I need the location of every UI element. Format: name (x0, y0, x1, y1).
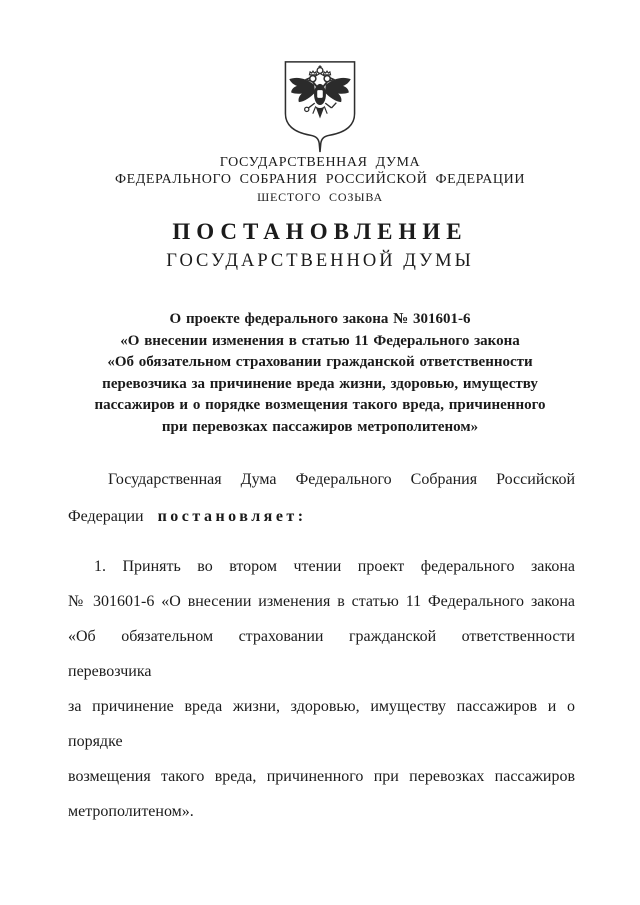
subject-line: «Об обязательном страховании гражданской ответственности (107, 354, 533, 370)
body-line: 1. Принять во втором чтении проект федерального закона (94, 558, 575, 575)
body-line: за причинение вреда жизни, здоровью, имуществу пассажиров и о порядке (68, 698, 575, 750)
body-line: № 301601-6 «О внесении изменения в статью 11 Федерального закона (68, 593, 575, 610)
doc-issuer-title: ГОСУДАРСТВЕННОЙ ДУМЫ (166, 251, 474, 271)
subject-line: пассажиров и о порядке возмещения такого вреда, причиненного (94, 397, 546, 413)
body-line: возмещения такого вреда, причиненного при перевозках пассажиров (68, 768, 575, 785)
org-name-line1: ГОСУДАРСТВЕННАЯ ДУМА (219, 155, 421, 170)
paragraph-item-1 (68, 549, 575, 829)
resolves-verb: постановляет: (157, 508, 307, 525)
org-header (0, 154, 640, 205)
body-line (68, 498, 575, 535)
subject-line: О проекте федерального закона № 301601-6 (169, 311, 471, 327)
subject-block (55, 309, 585, 438)
subject-line: «О внесении изменения в статью 11 Федерального закона (120, 332, 520, 349)
subject-line: при перевозках пассажиров метрополитеном» (161, 418, 479, 435)
body-word: Федерации (68, 508, 144, 525)
body-line: «Об обязательном страховании гражданской ответственности перевозчика (68, 628, 575, 680)
russian-coat-of-arms-icon (270, 58, 370, 154)
body-line: метрополитеном». (68, 803, 194, 820)
org-convocation: ШЕСТОГО СОЗЫВА (257, 190, 383, 204)
doc-type-title: ПОСТАНОВЛЕНИЕ (172, 219, 468, 244)
body-line: Государственная Дума Федерального Собрания Российской (108, 471, 575, 488)
emblem-container (0, 58, 640, 154)
subject-line: перевозчика за причинение вреда жизни, здоровью, имуществу (102, 375, 538, 392)
org-name-line2: ФЕДЕРАЛЬНОГО СОБРАНИЯ РОССИЙСКОЙ ФЕДЕРАЦИИ (114, 172, 526, 187)
doc-title (0, 218, 640, 273)
paragraph-resolves (68, 461, 575, 535)
